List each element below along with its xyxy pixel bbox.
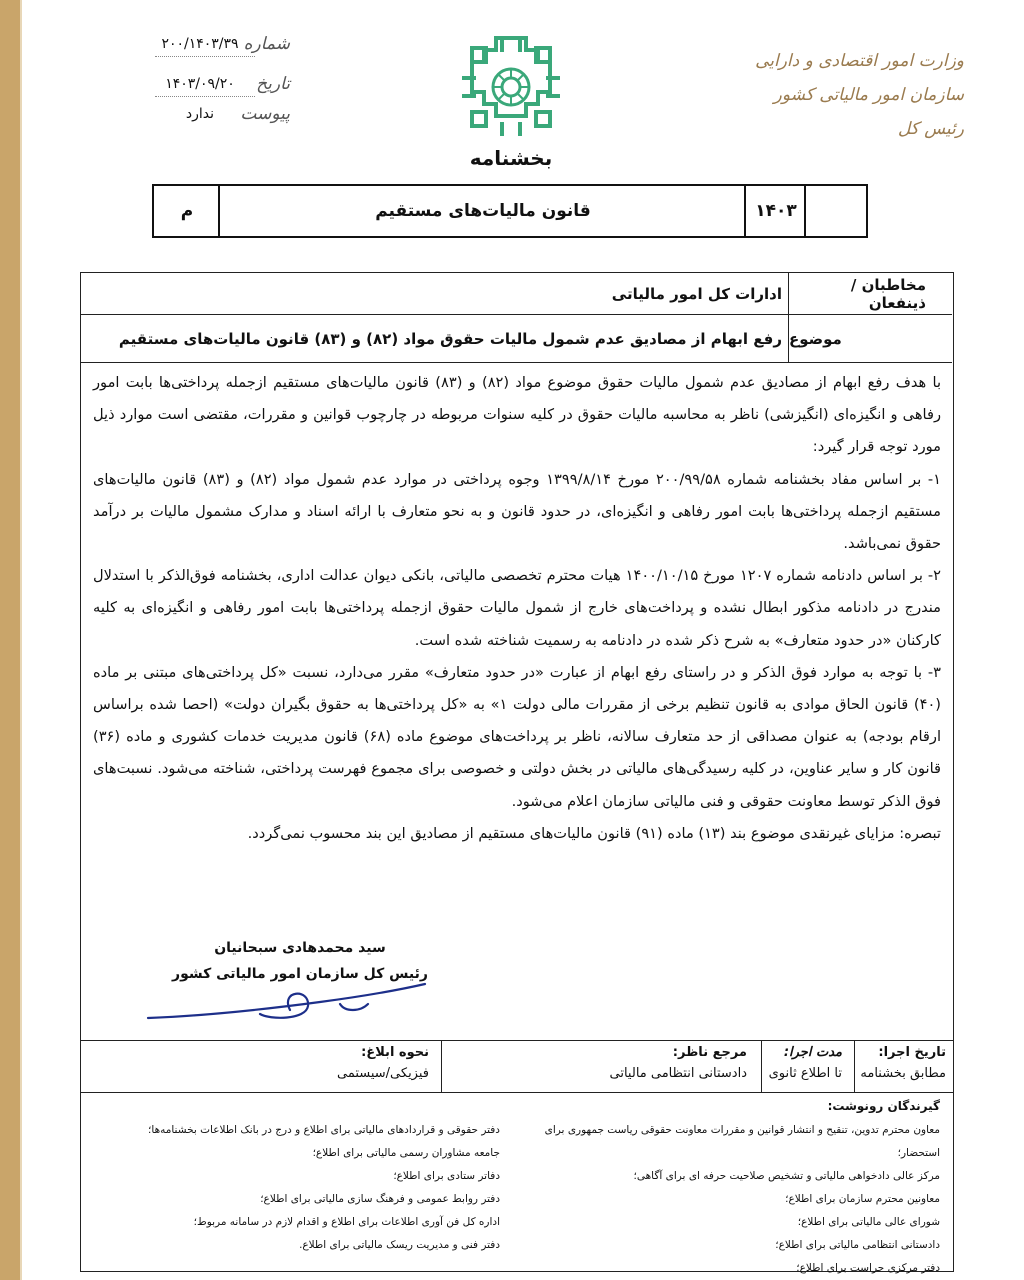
duration-label: مدت اجرا: <box>783 1045 842 1060</box>
header-meta <box>150 34 290 130</box>
title-bar-code: م <box>180 201 194 221</box>
attachment-label: پیوست <box>240 104 290 124</box>
duration-value: تا اطلاع ثانوی <box>768 1066 842 1081</box>
execution-info-row <box>80 1040 954 1093</box>
cc-item: دادستانی انتظامی مالیاتی برای اطلاع؛ <box>775 1239 940 1251</box>
cc-item: دفتر فنی و مدیریت ریسک مالیاتی برای اطلاع. <box>299 1239 500 1251</box>
org-line-ministry: وزارت امور اقتصادی و دارایی <box>755 51 964 71</box>
body-text <box>93 367 941 850</box>
body-note: تبصره: مزایای غیرنقدی موضوع بند (۱۳) ماده (۹۱) قانون مالیات‌های مستقیم از مصادیق این بند محسوب نمی‌گردد. <box>247 824 941 842</box>
cc-item: مرکز عالی دادخواهی مالیاتی و تشخیص صلاحیت حرفه ای برای آگاهی؛ <box>633 1170 940 1182</box>
signatory-title: رئیس کل سازمان امور مالیاتی کشور <box>172 966 428 982</box>
exec-date-label: تاریخ اجرا: <box>878 1045 946 1060</box>
notify-cell <box>80 1041 442 1093</box>
cc-item: معاونین محترم سازمان برای اطلاع؛ <box>785 1193 940 1205</box>
number-label: شماره <box>243 34 290 54</box>
cc-item: دفاتر ستادی برای اطلاع؛ <box>393 1170 500 1182</box>
cc-item: دفتر روابط عمومی و فرهنگ سازی مالیاتی برای اطلاع؛ <box>260 1193 500 1205</box>
addressees-value: ادارات کل امور مالیاتی <box>611 284 782 303</box>
body-paragraph-3: ۳- با توجه به موارد فوق الذکر و در راستای رفع ابهام از عبارت «در حدود متعارف» مقرر می‌دارد، نسبت «کل پرداختی‌های مبتنی بر ماده (۴۰) قانون الحاق موادی به قانون تنظیم برخی از مقررات مالی دولت ۱» به «کل پرداختی‌ها به حقوق بگیران دولت» (احصا شده براساس ارقام بودجه) به عنوان مصداقی از حد متعارف سالانه، ناظر بر پرداخت‌های موضوع ماده (۶۸) قانون مدیریت خدمات کشوری و ماده (۳۶) قانون کار و سایر عناوین، در کلیه رسیدگی‌های مالیاتی در بخش دولتی و خصوصی برای مجموع فهرست پرداختی، شناخته می‌شود. نسبت‌های فوق الذکر توسط معاونت حقوقی و فنی مالیاتی سازمان اعلام می‌شود. <box>93 663 942 810</box>
notify-label: نحوه ابلاغ: <box>361 1045 429 1060</box>
addressees-row <box>81 273 952 315</box>
date-value: ۱۴۰۳/۰۹/۲۰ <box>165 76 235 92</box>
divider <box>155 56 255 57</box>
notify-value: فیزیکی/سیستمی <box>336 1066 429 1081</box>
date-label: تاریخ <box>256 74 290 94</box>
handwritten-signature-icon <box>140 980 430 1030</box>
exec-date-cell <box>854 1041 954 1093</box>
organization-heading <box>755 44 964 146</box>
cc-item: دفتر حقوقی و قراردادهای مالیاتی برای اطلاع و درج در بانک اطلاعات بخشنامه‌ها؛ <box>148 1124 500 1136</box>
exec-date-value: مطابق بخشنامه <box>860 1066 946 1081</box>
cc-item: اداره کل فن آوری اطلاعات برای اطلاع و اقدام لازم در سامانه مربوط؛ <box>193 1216 500 1228</box>
cc-item: شورای عالی مالیاتی برای اطلاع؛ <box>797 1216 940 1228</box>
title-bar-blank <box>804 186 866 236</box>
org-line-head: رئیس کل <box>897 119 964 139</box>
body-paragraph-2: ۲- بر اساس دادنامه شماره ۱۲۰۷ مورخ ۱۴۰۰/۱۰/۱۵ هیات محترم تخصصی مالیاتی، بانکی دیوان عدالت اداری، بخشنامه فوق‌الذکر با استدلال مندرج در دادنامه مذکور ابطال نشده و پرداخت‌های خارج از شمول مالیات حقوق ازجمله پرداختی‌ها بابت امور رفاهی و انگیزه‌ای به کلیه کارکنان «در حدود متعارف» به شرح ذکر شده در دادنامه به رسمیت شناخته شده است. <box>93 567 941 649</box>
number-value: ۲۰۰/۱۴۰۳/۳۹ <box>161 36 239 52</box>
supervisor-value: دادستانی انتظامی مالیاتی <box>609 1066 747 1081</box>
divider <box>155 96 255 97</box>
cc-item: دفتر مرکزی حراست برای اطلاع؛ <box>796 1262 940 1274</box>
tax-organization-emblem-icon <box>456 32 566 142</box>
body-intro: با هدف رفع ابهام از مصادیق عدم شمول مالیات حقوق موضوع مواد (۸۲) و (۸۳) قانون مالیات‌های مستقیم ازجمله پرداختی‌ها بابت امور رفاهی و انگیزه‌ای (انگیزشی) ناظر به محاسبه مالیات حقوق در کلیه سنوات مربوطه در چارچوب قوانین و مقررات، مقتضی است موارد ذیل مورد توجه قرار گیرد: <box>93 374 942 456</box>
title-bar <box>152 184 868 238</box>
signatory-name: سید محمدهادی سبحانیان <box>214 940 386 956</box>
document-type: بخشنامه <box>469 146 553 170</box>
cc-left-column <box>100 1119 500 1257</box>
subject-label: موضوع <box>788 315 952 362</box>
cc-recipients <box>80 1092 954 1273</box>
duration-cell <box>762 1041 854 1093</box>
cc-item: معاون محترم تدوین، تنقیح و انتشار قوانین و مقررات معاونت حقوقی ریاست جمهوری برای استحضار؛ <box>544 1124 940 1159</box>
subject-row <box>81 315 952 363</box>
cc-right-column <box>520 1119 940 1280</box>
addressees-label: مخاطبان / ذینفعان <box>788 273 952 314</box>
page-edge <box>0 0 20 1280</box>
cc-title: گیرندگان رونوشت: <box>827 1099 940 1113</box>
org-line-organization: سازمان امور مالیاتی کشور <box>773 85 964 105</box>
body-paragraph-1: ۱- بر اساس مفاد بخشنامه شماره ۲۰۰/۹۹/۵۸ مورخ ۱۳۹۹/۸/۱۴ وجوه پرداختی در موارد عدم شمول مواد (۸۲) و (۸۳) قانون مالیات‌های مستقیم ازجمله پرداختی‌ها بابت امور رفاهی و انگیزه‌ای، در حدود قانون و به نحو متعارف با ارائه اسناد و مدارک مشمول مالیات بر درآمد حقوق نمی‌باشد. <box>93 470 942 553</box>
cc-item: جامعه مشاوران رسمی مالیاتی برای اطلاع؛ <box>312 1147 500 1159</box>
title-bar-law: قانون مالیات‌های مستقیم <box>218 186 746 236</box>
supervisor-cell <box>442 1041 762 1093</box>
supervisor-label: مرجع ناظر: <box>672 1045 747 1060</box>
signature-block <box>150 940 450 982</box>
page-edge-inner <box>20 0 22 1280</box>
attachment-value: ندارد <box>185 106 215 122</box>
subject-value: رفع ابهام از مصادیق عدم شمول مالیات حقوق مواد (۸۲) و (۸۳) قانون مالیات‌های مستقیم <box>118 329 782 348</box>
title-bar-year: ۱۴۰۳ <box>744 186 806 236</box>
